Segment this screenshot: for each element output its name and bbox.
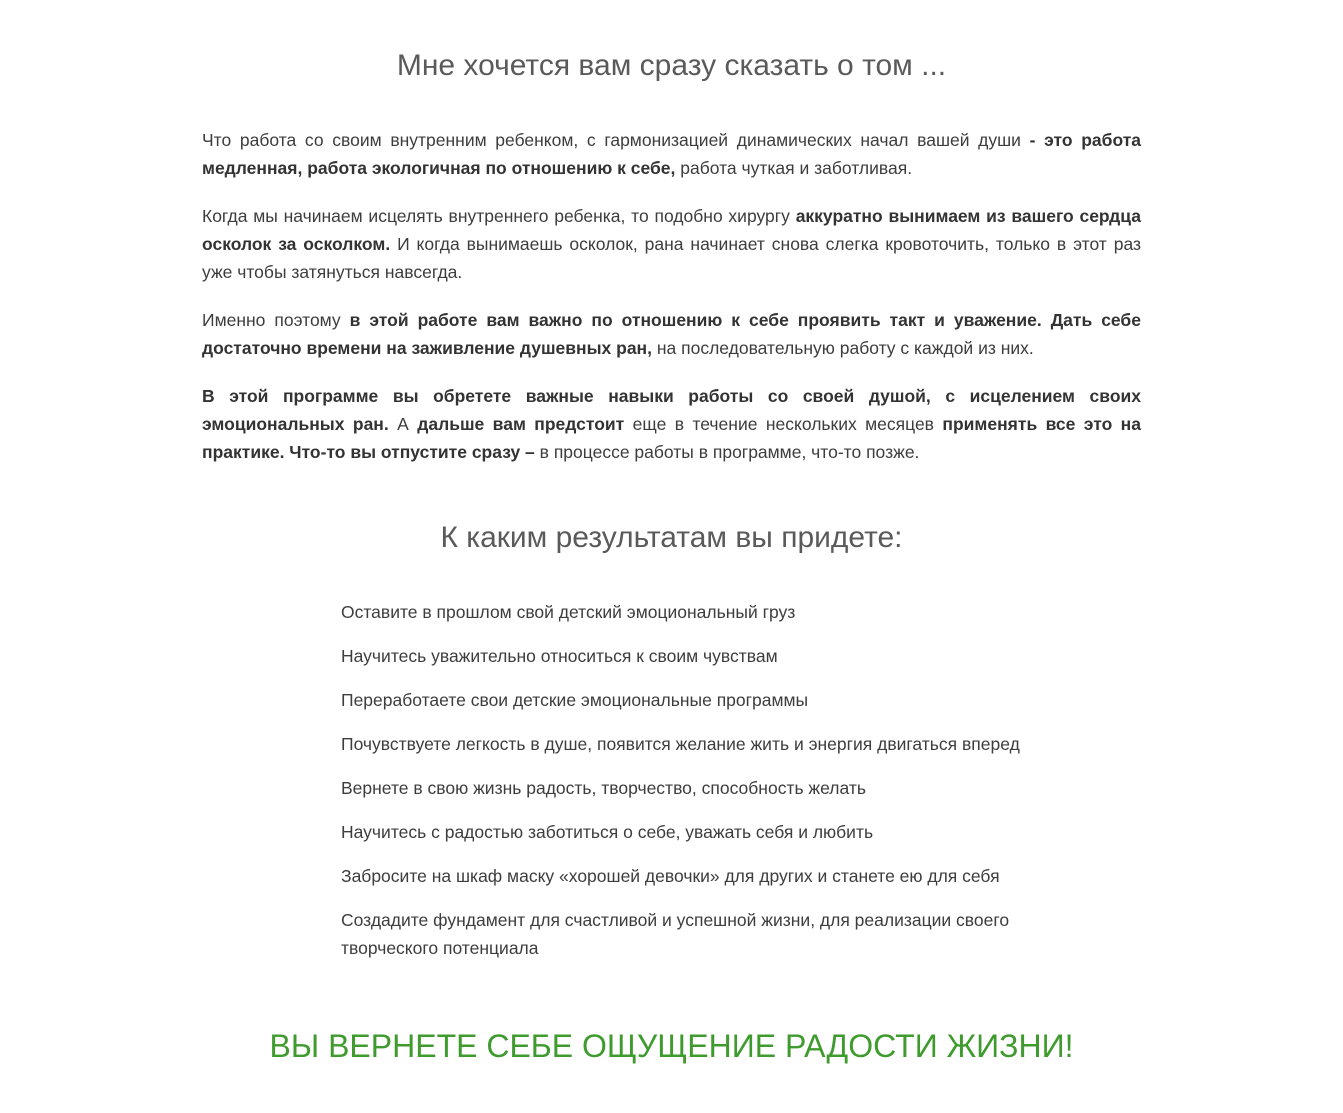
paragraph-text: Именно поэтому (202, 310, 350, 330)
paragraph-emphasis: - это работа медленная, работа экологичная по отношению к себе, (202, 130, 1141, 178)
paragraph-text: работа чуткая и заботливая. (675, 158, 913, 178)
paragraph-text: Когда мы начинаем исцелять внутреннего ребенка, то подобно хирургу (202, 206, 796, 226)
intro-paragraph (202, 306, 1141, 362)
closing-headline: ВЫ ВЕРНЕТЕ СЕБЕ ОЩУЩЕНИЕ РАДОСТИ ЖИЗНИ! (269, 1028, 1074, 1064)
paragraph-emphasis: В этой программе вы обретете важные навыки работы со своей душой, с исцелением своих эмоциональных ран. (202, 386, 1141, 434)
intro-text-block (202, 126, 1141, 486)
paragraph-emphasis: аккуратно вынимаем из вашего сердца осколок за осколком. (202, 206, 1141, 254)
paragraph-text: еще в течение нескольких месяцев (624, 414, 943, 434)
results-list-item: Вернете в свою жизнь радость, творчество, способность желать (341, 778, 866, 798)
paragraph-text: в процессе работы в программе, что-то позже. (534, 442, 920, 462)
intro-paragraph (202, 382, 1141, 466)
results-list-item: Оставите в прошлом свой детский эмоциональный груз (341, 602, 796, 622)
results-list-item: Создадите фундамент для счастливой и успешной жизни, для реализации своего творческого потенциала (341, 910, 1010, 958)
results-heading: К каким результатам вы придете: (440, 521, 903, 554)
paragraph-text: А (388, 414, 418, 434)
paragraph-emphasis: применять все это на практике. Что-то вы отпустите сразу – (202, 414, 1141, 462)
paragraph-emphasis: в этой работе вам важно по отношению к себе проявить такт и уважение. Дать себе достаточно времени на заживление душевных ран, (202, 310, 1141, 358)
intro-heading: Мне хочется вам сразу сказать о том ... (396, 49, 947, 82)
intro-paragraph (202, 202, 1141, 286)
paragraph-emphasis: дальше вам предстоит (417, 414, 625, 434)
paragraph-text: на последовательную работу с каждой из них. (652, 338, 1034, 358)
results-list (341, 598, 1061, 978)
paragraph-text: Что работа со своим внутренним ребенком, с гармонизацией динамических начал вашей души (202, 130, 1030, 150)
results-list-item: Почувствуете легкость в душе, появится желание жить и энергия двигаться вперед (341, 734, 1020, 754)
results-list-item: Научитесь уважительно относиться к своим чувствам (341, 646, 778, 666)
intro-paragraph (202, 126, 1141, 182)
results-list-item: Забросите на шкаф маску «хорошей девочки» для других и станете ею для себя (341, 866, 1000, 886)
results-list-item: Переработаете свои детские эмоциональные программы (341, 690, 809, 710)
paragraph-text: И когда вынимаешь осколок, рана начинает снова слегка кровоточить, только в этот раз уже чтобы затянуться навсегда. (202, 234, 1141, 282)
results-list-item: Научитесь с радостью заботиться о себе, уважать себя и любить (341, 822, 874, 842)
